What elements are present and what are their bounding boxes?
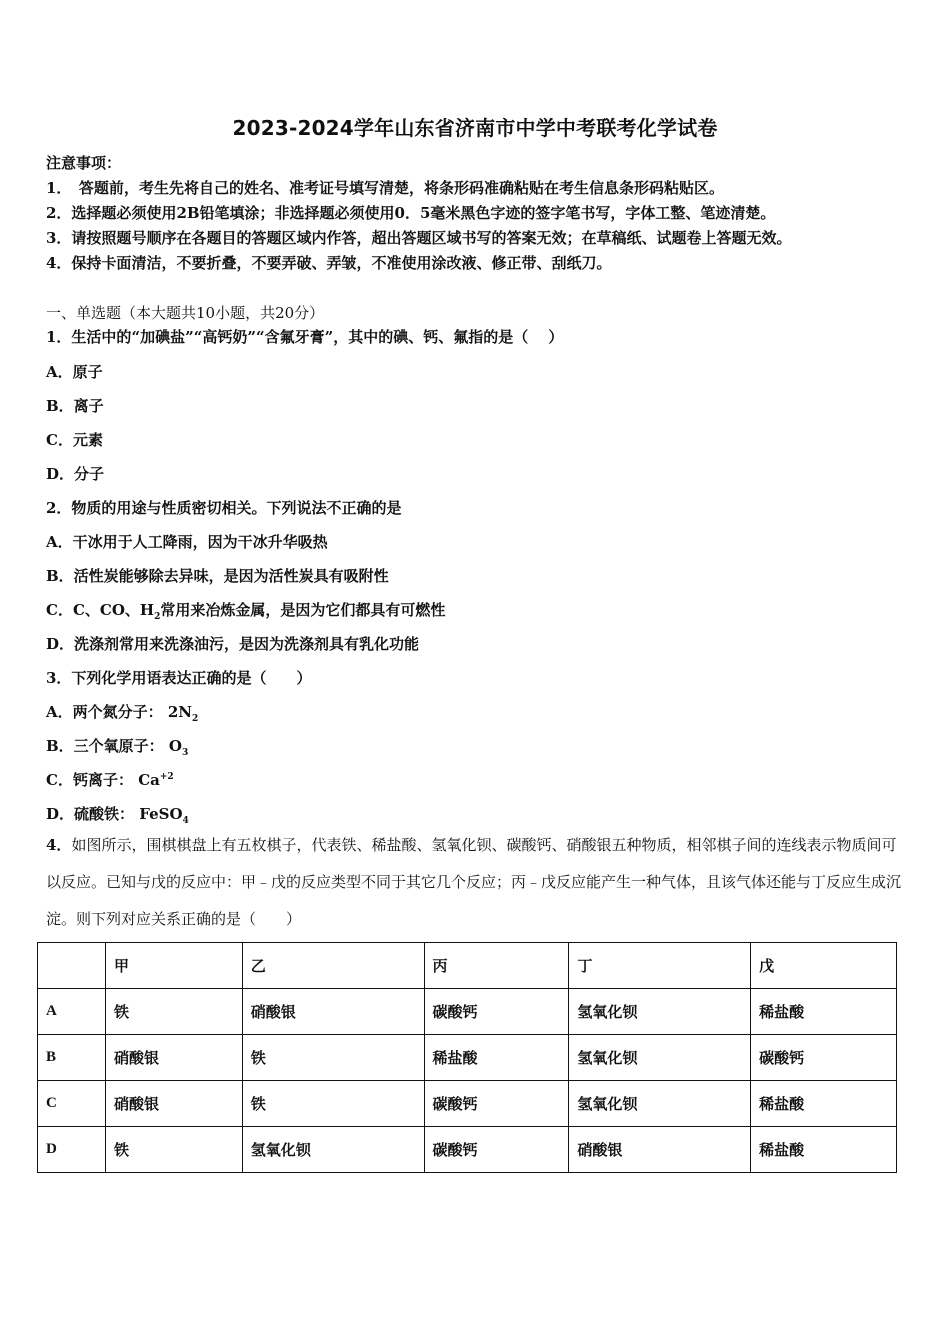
table-cell: 碳酸钙 (424, 1127, 569, 1173)
table-row (38, 1035, 897, 1081)
table-row (38, 989, 897, 1035)
q1-option-b: B．离子 (46, 397, 104, 415)
notice-item-2: 2．选择题必须使用2B铅笔填涂；非选择题必须使用0．5毫米黑色字迹的签字笔书写，字体工整、笔迹清楚。 (46, 204, 776, 222)
q3-option-d-formula: FeSO (139, 805, 183, 823)
table-cell: 稀盐酸 (751, 989, 897, 1035)
table-cell: 铁 (105, 1127, 242, 1173)
table-cell: 稀盐酸 (751, 1127, 897, 1173)
notice-item-1: 1． 答题前，考生先将自己的姓名、准考证号填写清楚，将条形码准确粘贴在考生信息条形码粘贴区。 (46, 179, 724, 197)
table-cell: 铁 (242, 1035, 424, 1081)
q3-stem: 3．下列化学用语表达正确的是（ ） (46, 669, 312, 687)
q3-option-b-formula: O (168, 737, 182, 755)
q3-option-d-label: D．硫酸铁： (46, 805, 135, 823)
table-cell: 氢氧化钡 (569, 989, 751, 1035)
q3-option-a-label: A．两个氮分子： (46, 703, 163, 721)
q3-option-d-subscript: 4 (182, 816, 189, 826)
q2-option-c-prefix: C．C、CO、H (46, 601, 155, 619)
table-cell: 硝酸银 (105, 1081, 242, 1127)
q4-number: 4． (46, 836, 72, 854)
table-cell: 碳酸钙 (751, 1035, 897, 1081)
q1-option-c: C．元素 (46, 431, 103, 449)
table-row (38, 1127, 897, 1173)
q3-option-d (46, 803, 189, 826)
notice-item-4: 4．保持卡面清洁，不要折叠，不要弄破、弄皱，不准使用涂改液、修正带、刮纸刀。 (46, 254, 612, 272)
table-cell: B (38, 1035, 106, 1081)
q2-option-c-suffix: 常用来冶炼金属，是因为它们都具有可燃性 (160, 601, 446, 619)
table-cell: 氢氧化钡 (569, 1035, 751, 1081)
q3-option-a-formula: 2N (167, 703, 193, 721)
table-cell: 硝酸银 (242, 989, 424, 1035)
table-header-cell: 戊 (751, 943, 897, 989)
q3-option-c-formula: Ca (138, 771, 160, 789)
q1-stem: 1．生活中的“加碘盐”“高钙奶”“含氟牙膏”，其中的碘、钙、氟指的是（ ） (46, 328, 564, 346)
table-cell: 铁 (242, 1081, 424, 1127)
q2-stem: 2．物质的用途与性质密切相关。下列说法不正确的是 (46, 499, 402, 517)
table-cell: D (38, 1127, 106, 1173)
q3-option-a (46, 701, 198, 724)
table-cell: 氢氧化钡 (569, 1081, 751, 1127)
table-cell: 铁 (105, 989, 242, 1035)
table-cell: 硝酸银 (569, 1127, 751, 1173)
q2-option-c-subscript: 2 (154, 612, 161, 622)
table-cell: 氢氧化钡 (242, 1127, 424, 1173)
q1-option-d: D．分子 (46, 465, 105, 483)
table-cell: 稀盐酸 (424, 1035, 569, 1081)
table-header-cell: 乙 (242, 943, 424, 989)
q3-option-b (46, 735, 188, 758)
table-cell: A (38, 989, 106, 1035)
page-title: 2023-2024学年山东省济南市中学中考联考化学试卷 (232, 116, 718, 140)
table-row (38, 1081, 897, 1127)
answer-table (37, 942, 897, 1173)
q3-option-c-label: C．钙离子： (46, 771, 133, 789)
table-cell: C (38, 1081, 106, 1127)
notice-heading: 注意事项： (46, 154, 122, 172)
table-cell: 硝酸银 (105, 1035, 242, 1081)
q1-option-a: A．原子 (46, 363, 103, 381)
table-cell: 碳酸钙 (424, 1081, 569, 1127)
table-cell: 稀盐酸 (751, 1081, 897, 1127)
q2-option-d: D．洗涤剂常用来洗涤油污，是因为洗涤剂具有乳化功能 (46, 635, 420, 653)
q2-option-c (46, 599, 445, 622)
table-header-cell: 丁 (569, 943, 751, 989)
table-header-cell: 丙 (424, 943, 569, 989)
q2-option-a: A．干冰用于人工降雨，因为干冰升华吸热 (46, 533, 328, 551)
q2-option-b: B．活性炭能够除去异味，是因为活性炭具有吸附性 (46, 567, 389, 585)
q3-option-c (46, 769, 174, 790)
q3-option-b-label: B．三个氧原子： (46, 737, 164, 755)
table-header-cell (38, 943, 106, 989)
q3-option-b-subscript: 3 (182, 748, 189, 758)
q4-text: 如图所示，围棋棋盘上有五枚棋子，代表铁、稀盐酸、氢氧化钡、碳酸钙、硝酸银五种物质，相邻棋子间的连线表示物质间可以反应。已知与戊的反应中：甲﹣戊的反应类型不同于其它几个反应；丙﹣戊反应能产生一种气体，且该气体还能与丁反应生成沉淀。则下列对应关系正确的是（ ） (46, 836, 902, 928)
q4-stem (46, 827, 908, 938)
q3-option-a-subscript: 2 (192, 714, 199, 724)
section-heading: 一、单选题（本大题共10小题，共20分） (46, 304, 325, 322)
q3-option-c-superscript: +2 (159, 772, 174, 782)
table-header-row (38, 943, 897, 989)
table-cell: 碳酸钙 (424, 989, 569, 1035)
notice-item-3: 3．请按照题号顺序在各题目的答题区域内作答，超出答题区域书写的答案无效；在草稿纸、试题卷上答题无效。 (46, 229, 792, 247)
table-header-cell: 甲 (105, 943, 242, 989)
